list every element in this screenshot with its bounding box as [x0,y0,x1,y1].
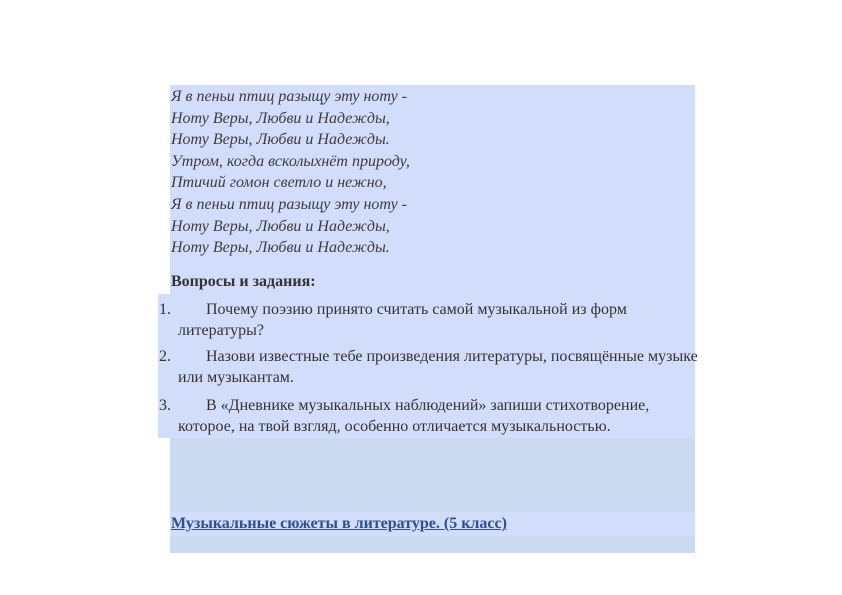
poem-line: Я в пеньи птиц разыщу эту ноту - [171,195,408,213]
list-item-number: 3. [159,397,171,414]
list-item-text: Назови известные тебе произведения литературы, посвящённые музыке или музыкантам. [178,348,698,386]
poem-block [170,85,695,262]
poem-line: Ноту Веры, Любви и Надежды, [171,109,390,127]
lesson-link[interactable]: Музыкальные сюжеты в литературе. (5 класс) [171,515,507,532]
list-item-text: Почему поэзию принято считать самой музыкальной из форм литературы? [178,301,627,339]
poem-line: Ноту Веры, Любви и Надежды. [171,131,390,149]
list-item-number: 2. [159,348,171,365]
poem-line: Утром, когда всколыхнёт природу, [171,152,410,170]
spacer-block [170,438,695,512]
questions-heading-block [170,262,695,294]
poem-line: Птичий гомон светло и нежно, [171,174,387,192]
poem-line: Ноту Веры, Любви и Надежды. [171,239,390,257]
questions-heading: Вопросы и задания: [171,273,316,290]
poem-line: Ноту Веры, Любви и Надежды, [171,217,390,235]
list-item-text: В «Дневнике музыкальных наблюдений» запиши стихотворение, которое, на твой взгляд, особенно отличается музыкальностью. [178,397,650,435]
questions-list [158,294,698,438]
list-item-number: 1. [159,301,171,318]
link-block [170,512,695,536]
poem-line: Я в пеньи птиц разыщу эту ноту - [171,88,408,105]
spacer-block-bottom [170,536,695,553]
